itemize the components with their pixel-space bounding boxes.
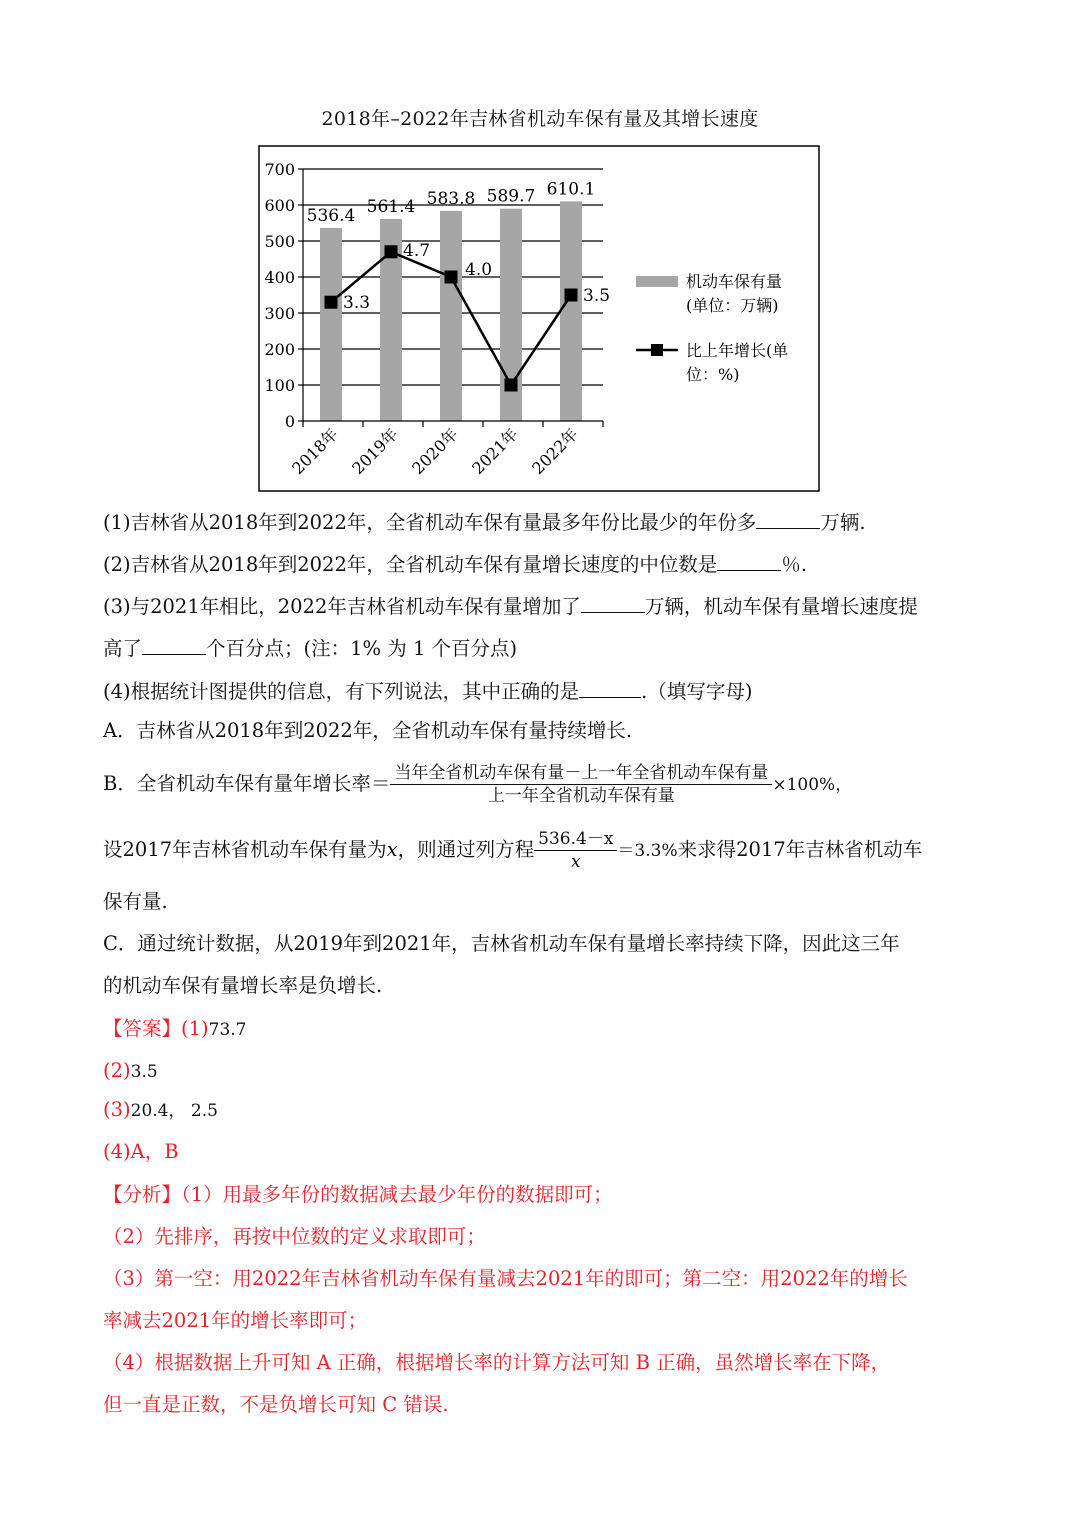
y-tick-label: 500	[264, 232, 295, 251]
y-tick-label: 700	[264, 160, 295, 179]
answer-1	[103, 1015, 983, 1044]
answer-2-value: 3.5	[130, 1062, 158, 1082]
answer-4: (4)A，B	[103, 1140, 179, 1163]
option-c-line2: 的机动车保有量增长率是负增长.	[103, 974, 383, 997]
option-b-equation	[103, 826, 983, 875]
q3a-blank	[581, 590, 645, 613]
y-tick-label: 0	[284, 412, 295, 431]
q3b-text: 高了	[103, 637, 143, 660]
option-b-numerator: 当年全省机动车保有量－上一年全省机动车保有量	[390, 762, 772, 785]
q3a-post: 万辆，机动车保有量增长速度提	[644, 595, 918, 618]
legend-bar-label-2: (单位：万辆)	[686, 296, 779, 315]
answer-label: 【答案】	[103, 1017, 182, 1040]
q4-text: (4)根据统计图提供的信息，有下列说法，其中正确的是	[103, 680, 580, 703]
bar-data-label: 536.4	[306, 205, 356, 226]
answer-1-tag: (1)	[181, 1017, 209, 1040]
legend-line-label-2: 位：%)	[686, 365, 740, 384]
option-b-post: ×100%，	[772, 775, 853, 795]
q1-post: 万辆.	[820, 511, 866, 534]
answer-3-tag: (3)	[103, 1098, 131, 1121]
question-2	[103, 548, 983, 579]
bar-data-label: 589.7	[486, 186, 536, 207]
analysis-line-2: （2）先排序，再按中位数的定义求取即可；	[103, 1225, 486, 1248]
bar-data-label: 610.1	[546, 179, 596, 200]
legend-marker-swatch	[651, 344, 663, 356]
bar	[560, 201, 582, 421]
answer-2	[103, 1057, 983, 1086]
x-tick-label: 2020年	[408, 424, 462, 478]
analysis-line-4: 率减去2021年的增长率即可；	[103, 1309, 368, 1332]
answer-3-value: 20.4， 2.5	[130, 1101, 218, 1121]
chart	[258, 145, 822, 493]
y-tick-label: 400	[264, 268, 295, 287]
option-b-fraction	[390, 762, 772, 807]
bar	[440, 211, 462, 421]
y-tick-label: 100	[264, 376, 295, 395]
growth-data-label: 4.7	[403, 240, 431, 261]
q3b-post: 个百分点；(注：1% 为 1 个百分点)	[206, 637, 518, 660]
option-b2-post: 来求得2017年吉林省机动车	[677, 838, 923, 861]
option-b-line3: 保有量.	[103, 890, 168, 913]
growth-point	[565, 289, 578, 302]
x-tick-label: 2019年	[348, 424, 402, 478]
analysis-l1: （1）用最多年份的数据减去最少年份的数据即可；	[181, 1183, 613, 1206]
growth-point	[325, 296, 338, 309]
x-tick-label: 2018年	[288, 424, 342, 478]
q2-post: ％.	[781, 553, 808, 576]
chart-frame	[259, 146, 819, 491]
y-tick-label: 200	[264, 340, 295, 359]
question-1	[103, 506, 983, 537]
option-c-line1: C．通过统计数据，从2019年到2021年，吉林省机动车保有量增长率持续下降，因此这三年	[103, 932, 900, 955]
analysis-line-3: （3）第一空：用2022年吉林省机动车保有量减去2021年的即可；第二空：用2022年的增长	[103, 1267, 908, 1290]
option-b2-denominator: x	[570, 852, 581, 872]
growth-data-label: 3.3	[343, 293, 371, 314]
legend-bar-swatch	[636, 276, 678, 287]
q1-text: (1)吉林省从2018年到2022年，全省机动车保有量最多年份比最少的年份多	[103, 511, 757, 534]
growth-data-label: 4.0	[465, 260, 493, 280]
x-tick-label: 2022年	[528, 424, 582, 478]
legend-line-label-1: 比上年增长(单	[686, 341, 789, 360]
answer-1-value: 73.7	[208, 1020, 247, 1040]
option-b-denominator: 上一年全省机动车保有量	[487, 786, 675, 806]
growth-point	[445, 271, 458, 284]
analysis-line-1	[103, 1181, 983, 1209]
question-3-line1	[103, 590, 983, 621]
y-tick-label: 600	[264, 196, 295, 215]
analysis-line-6: 但一直是正数，不是负增长可知 C 错误.	[103, 1393, 449, 1416]
q2-blank	[717, 548, 781, 571]
bar-data-label: 561.4	[366, 196, 416, 217]
option-b	[103, 760, 983, 809]
option-b2-numerator: 536.4－x	[534, 828, 617, 851]
bar-data-label: 583.8	[426, 188, 476, 209]
answer-2-tag: (2)	[103, 1059, 131, 1082]
chart-title: 2018年–2022年吉林省机动车保有量及其增长速度	[321, 108, 759, 130]
growth-point	[385, 245, 398, 258]
q4-post: .（填写字母)	[641, 680, 753, 703]
answer-3	[103, 1096, 983, 1125]
bar	[320, 228, 342, 421]
option-b2-text: 设2017年吉林省机动车保有量为	[103, 838, 387, 861]
analysis-line-5: （4）根据数据上升可知 A 正确，根据增长率的计算方法可知 B 正确，虽然增长率在下降，	[103, 1351, 891, 1374]
option-b-text: B．全省机动车保有量年增长率＝	[103, 772, 391, 795]
q2-text: (2)吉林省从2018年到2022年，全省机动车保有量增长速度的中位数是	[103, 553, 718, 576]
question-4	[103, 675, 983, 706]
q1-blank	[756, 506, 820, 529]
analysis-label: 【分析】	[103, 1183, 182, 1206]
x-tick-label: 2021年	[468, 424, 522, 478]
option-b2-eq: ＝3.3%	[617, 841, 678, 861]
q3b-blank	[142, 632, 206, 655]
option-b2-mid: ，则通过列方程	[397, 838, 535, 861]
option-b2-fraction	[534, 828, 617, 873]
legend-bar-label-1: 机动车保有量	[686, 272, 783, 291]
question-3-line2	[103, 632, 983, 663]
y-tick-label: 300	[264, 304, 295, 323]
q3a-text: (3)与2021年相比，2022年吉林省机动车保有量增加了	[103, 595, 581, 618]
q4-blank	[579, 675, 641, 698]
option-b2-var: x	[386, 838, 398, 861]
growth-point	[505, 379, 518, 392]
growth-data-label: 3.5	[583, 286, 611, 306]
option-a: A．吉林省从2018年到2022年，全省机动车保有量持续增长.	[103, 719, 633, 742]
